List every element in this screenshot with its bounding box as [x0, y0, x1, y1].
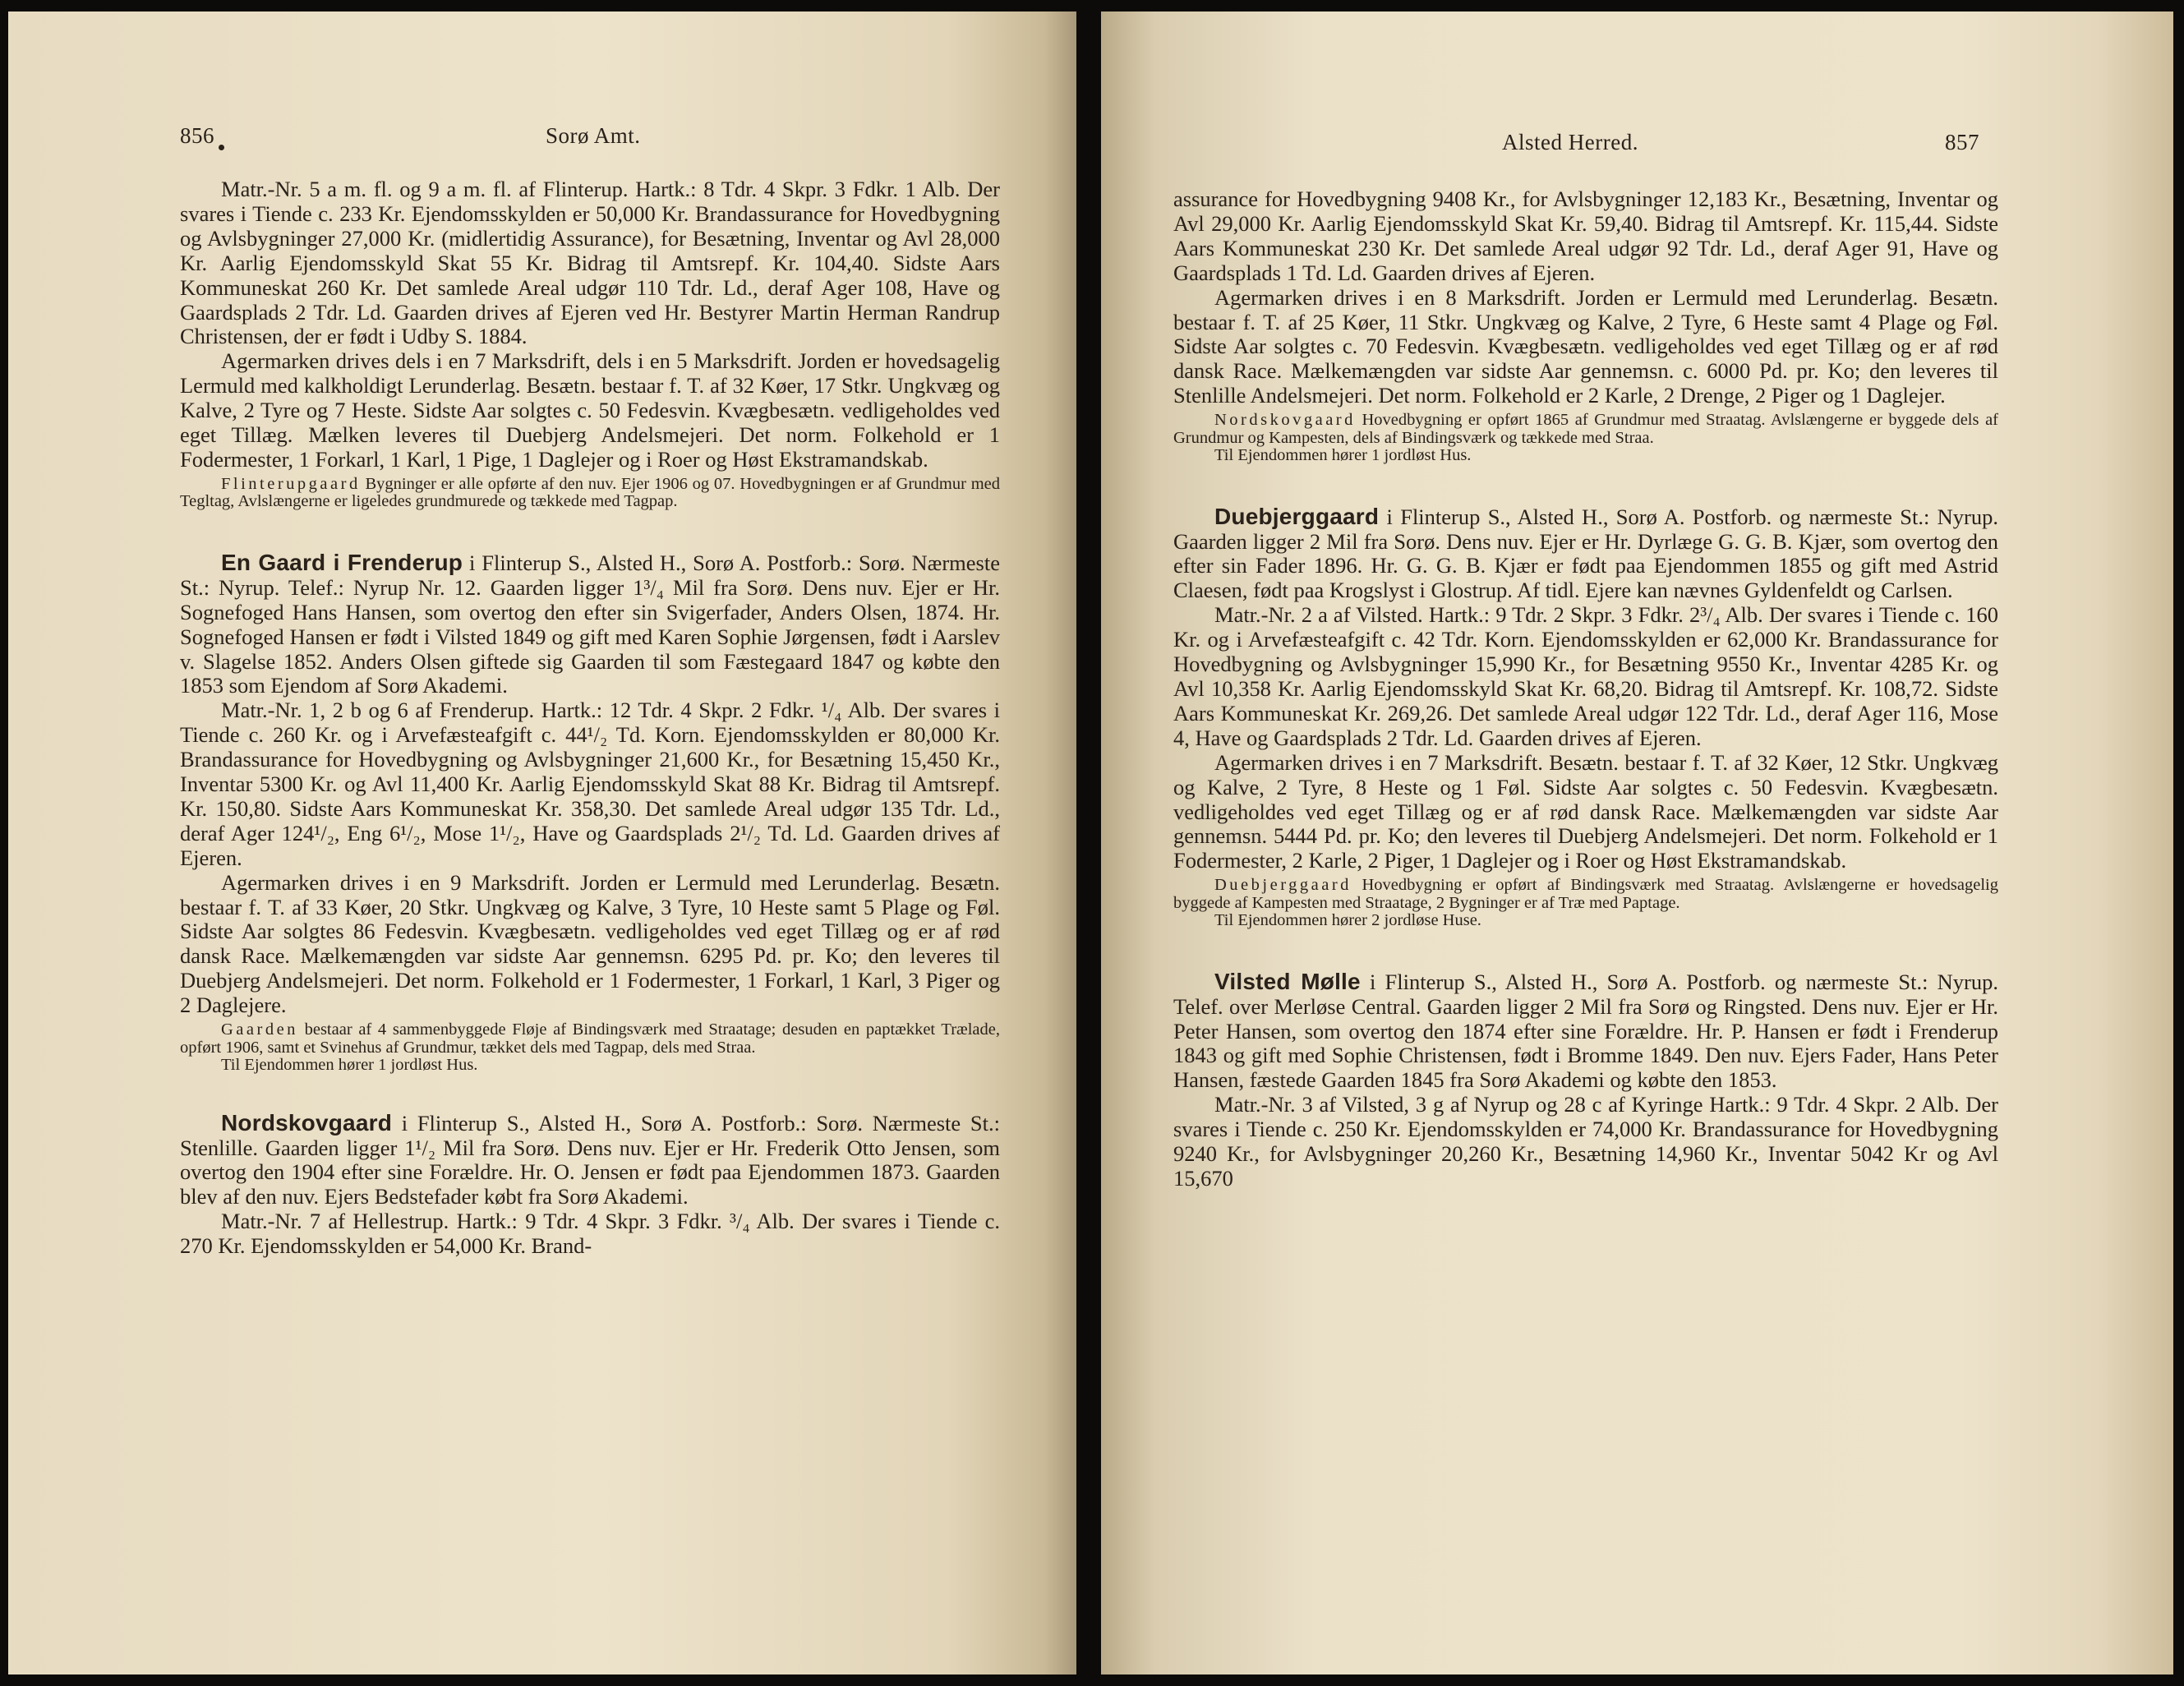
- running-head: Alsted Herred.: [1502, 130, 1638, 154]
- note-text: Hovedbygning er opført 1865 af Grundmur med Straatag. Avlslængerne er byggede dels af Grundmur og Kampesten, dels af Bindingsværk og tækkede med Straa.: [1173, 411, 1998, 447]
- note-text: bestaar af 4 sammenbyggede Fløje af Bindingsværk med Straatage; desuden en paptækket Trælade, opført 1906, samt et Svinehus af Grundmur, tækket dels med Tagpap, dels med Straa.: [180, 1020, 1000, 1057]
- paragraph: Agermarken drives i en 8 Marksdrift. Jorden er Lermuld med Lerunderlag. Besætn. bestaar f. T. af 25 Køer, 11 Stkr. Ungkvæg og Kalve, 2 Tyre, 6 Heste samt 4 Plage og Føl. Sidste Aar solgtes c. 70 Fedesvin. Kvægbesætn. vedligeholdes ved eget Tillæg og er af rød dansk Race. Mælkemængden var sidste Aar gennemsn. c. 6000 Pd. pr. Ko; den leveres til Stenlille Andelsmejeri. Det norm. Folkehold er 2 Karle, 2 Drenge, 2 Piger og 1 Daglejer.: [1173, 284, 1998, 408]
- note: [180, 476, 1000, 511]
- note: [180, 1057, 1000, 1075]
- page-number: 857: [1945, 130, 1979, 154]
- note-text: Bygninger er alle opførte af den nuv. Ejer 1906 og 07. Hovedbygningen er af Grundmur med Tegltag, Avlslængerne er ligeledes grundmurede og tækkede med Tagpap.: [180, 474, 1000, 511]
- entry-intro-text: i Flinterup S., Alsted H., Sorø A. Postforb.: Sorø. Nærmeste St.: Stenlille. Gaarden ligger 1¹/₂ Mil fra Sorø. Dens nuv. Ejer er Hr. Frederik Otto Jensen, som overtog den 1904 efter sine Forældre. Hr. O. Jensen er født paa Ejendommen 1873. Gaarden blev af den nuv. Ejers Bedstefader købt fra Sorø Akademi.: [180, 1110, 1000, 1209]
- paragraph: Matr.-Nr. 7 af Hellestrup. Hartk.: 9 Tdr. 4 Skpr. 3 Fdkr. ³/₄ Alb. Der svares i Tiende c. 270 Kr. Ejendomsskylden er 54,000 Kr. Brand-: [180, 1209, 1000, 1259]
- paragraph: Agermarken drives i en 9 Marksdrift. Jorden er Lermuld med Lerunderlag. Besætn. bestaar f. T. af 33 Køer, 20 Stkr. Ungkvæg og Kalve, 3 Tyre, 10 Heste samt 5 Plage og Føl. Sidste Aar solgtes 86 Fedesvin. Kvægbesætn. vedligeholdes ved eget Tillæg og er af rød dansk Race. Mælkemængden var sidste Aar gennemsn. 6295 Pd. pr. Ko; den leveres til Duebjerg Andelsmejeri. Det norm. Folkehold er 1 Fodermester, 1 Forkarl, 1 Karl, 3 Piger og 2 Daglejere.: [180, 869, 1000, 1018]
- paragraph: Agermarken drives i en 7 Marksdrift. Besætn. bestaar f. T. af 32 Køer, 12 Stkr. Ungkvæg og Kalve, 2 Tyre, 8 Heste og 1 Føl. Sidste Aar solgtes c. 50 Fedesvin. Kvægbesætn. vedligeholdes ved eget Tillæg og er af rød dansk Race. Mælkemængden var sidste Aar gennemsn. 5444 Pd. pr. Ko; den leveres til Duebjerg Andelsmejeri. Det norm. Folkehold er 1 Fodermester, 2 Karle, 2 Piger, 1 Daglejer og i Roer og Høst Ekstramandskab.: [1173, 749, 1998, 873]
- paragraph: Matr.-Nr. 1, 2 b og 6 af Frenderup. Hartk.: 12 Tdr. 4 Skpr. 2 Fdkr. ¹/₄ Alb. Der svares i Tiende c. 260 Kr. og i Arvefæsteafgift c. 44¹/₂ Td. Korn. Ejendomsskylden er 80,000 Kr. Brandassurance for Hovedbygning og Avlsbygninger 21,600 Kr., for Besætning 15,450 Kr., Inventar 5300 Kr. og Avl 11,400 Kr. Aarlig Ejendomsskyld Skat 88 Kr. Bidrag til Amtsrepf. Kr. 150,80. Sidste Aars Kommuneskat Kr. 358,30. Det samlede Areal udgør 135 Tdr. Ld., deraf Ager 124¹/₂, Eng 6¹/₂, Mose 1¹/₂, Have og Gaardsplads 2¹/₂ Td. Ld. Gaarden drives af Ejeren.: [180, 698, 1000, 870]
- note-spaced-name: Duebjerggaard: [1214, 876, 1352, 895]
- note: [1173, 877, 1998, 912]
- note: [1173, 412, 1998, 447]
- text-column: [1173, 187, 1998, 1191]
- page-number: 856: [180, 123, 214, 148]
- note-text: Til Ejendommen hører 1 jordløst Hus.: [221, 1056, 478, 1075]
- entry-intro: [180, 1111, 1000, 1210]
- note-spaced-name: Nordskovgaard: [1214, 411, 1356, 430]
- right-page: [1101, 12, 2173, 1674]
- paragraph: assurance for Hovedbygning 9408 Kr., for Avlsbygninger 12,183 Kr., Besætning, Inventar og Avl 29,000 Kr. Aarlig Ejendomsskyld Skat Kr. 59,40. Bidrag til Amtsrepf. Kr. 115,44. Sidste Aars Kommuneskat 230 Kr. Det samlede Areal udgør 92 Tdr. Ld., deraf Ager 91, Have og Gaardsplads 1 Td. Ld. Gaarden drives af Ejeren.: [1173, 187, 1998, 285]
- entry-intro: [180, 550, 1000, 698]
- entry-heading: Nordskovgaard: [221, 1109, 392, 1136]
- paragraph: Matr.-Nr. 5 a m. fl. og 9 a m. fl. af Flinterup. Hartk.: 8 Tdr. 4 Skpr. 3 Fdkr. 1 Alb. Der svares i Tiende c. 233 Kr. Ejendomsskylden er 50,000 Kr. Brandassurance for Hovedbygning og Avlsbygninger 27,000 Kr. (midlertidig Assurance), for Besætning, Inventar og Avl 28,000 Kr. Aarlig Ejendomsskyld Skat 55 Kr. Bidrag til Amtsrepf. Kr. 104,40. Sidste Aars Kommuneskat 260 Kr. Det samlede Areal udgør 110 Tdr. Ld., deraf Ager 108, Have og Gaardsplads 2 Tdr. Ld. Gaarden drives af Ejeren ved Hr. Bestyrer Martin Herman Randrup Christensen, der er født i Udby S. 1884.: [180, 177, 1000, 349]
- spacer: [180, 1075, 1000, 1111]
- paragraph: Matr.-Nr. 2 a af Vilsted. Hartk.: 9 Tdr. 2 Skpr. 3 Fdkr. 2³/₄ Alb. Der svares i Tiende c. 160 Kr. og i Arvefæsteafgift c. 42 Tdr. Korn. Ejendomsskylden er 62,000 Kr. Brandassurance for Hovedbygning og Avlsbygninger 15,990 Kr., for Besætning 9550 Kr., Inventar 4285 Kr. og Avl 10,358 Kr. Aarlig Ejendomsskyld Skat Kr. 68,20. Bidrag til Amtsrepf. Kr. 108,72. Sidste Aars Kommuneskat Kr. 269,26. Det samlede Areal udgør 122 Tdr. Ld., deraf Ager 116, Mose 4, Have og Gaardsplads 2 Tdr. Ld. Gaarden drives af Ejeren.: [1173, 602, 1998, 750]
- spacer: [1173, 465, 1998, 504]
- paragraph: Matr.-Nr. 3 af Vilsted, 3 g af Nyrup og 28 c af Kyringe Hartk.: 9 Tdr. 4 Skpr. 2 Alb. Der svares i Tiende c. 250 Kr. Ejendomsskylden er 74,000 Kr. Brandassurance for Hovedbygning 9240 Kr., for Avlsbygninger 20,260 Kr., Besætning 14,960 Kr., Inventar 5042 Kr og Avl 15,670: [1173, 1092, 1998, 1191]
- entry-intro-text: i Flinterup S., Alsted H., Sorø A. Postforb.: Sorø. Nærmeste St.: Nyrup. Telef.: Nyrup Nr. 12. Gaarden ligger 1³/₄ Mil fra Sorø. Dens nuv. Ejer er Hr. Sognefoged Hans Hansen, som overtog den efter sin Svigerfader, Anders Olsen, 1874. Hr. Sognefoged Hansen er født i Vilsted 1849 og gift med Karen Sophie Jørgensen, født i Aarslev v. Slagelse 1852. Anders Olsen giftede sig Gaarden til som Fæstegaard 1847 og købte den 1853 som Ejendom af Sorø Akademi.: [180, 550, 1000, 698]
- running-head: Sorø Amt.: [546, 123, 641, 148]
- entry-intro: [1173, 504, 1998, 604]
- note-spaced-name: Gaarden: [221, 1020, 298, 1039]
- paragraph: Agermarken drives dels i en 7 Marksdrift, dels i en 5 Marksdrift. Jorden er hovedsagelig Lermuld med kalkholdigt Lerunderlag. Besætn. bestaar f. T. af 32 Køer, 17 Stkr. Ungkvæg og Kalve, 2 Tyre og 7 Heste. Sidste Aar solgtes c. 50 Fedesvin. Kvægbesætn. vedligeholdes ved eget Tillæg. Mælken leveres til Duebjerg Andelsmejeri. Det norm. Folkehold er 1 Fodermester, 1 Forkarl, 1 Karl, 1 Pige, 1 Daglejer og i Roer og Høst Ekstramandskab.: [180, 348, 1000, 472]
- ink-speck: [219, 145, 224, 150]
- note-text: Til Ejendommen hører 1 jordløst Hus.: [1214, 446, 1472, 465]
- left-page: [8, 12, 1076, 1674]
- entry-intro-text: i Flinterup S., Alsted H., Sorø A. Postforb. og nærmeste St.: Nyrup. Telef. over Merløse Central. Gaarden ligger 2 Mil fra Sorø og Ringsted. Dens nuv. Ejer er Hr. Peter Hansen, som overtog den 1874 efter sine Forældre. Hr. P. Hansen er født i Frenderup 1843 og gift med Sophie Christensen, født i Bromme 1849. Den nuv. Ejers Fader, Hans Peter Hansen, fæstede Gaarden 1845 fra Sorø Akademi og købte den 1853.: [1173, 969, 1998, 1093]
- entry-intro-text: i Flinterup S., Alsted H., Sorø A. Postforb. og nærmeste St.: Nyrup. Gaarden ligger 2 Mil fra Sorø. Dens nuv. Ejer er Hr. Dyrlæge G. G. B. Kjær, som overtog den efter sin Fader 1896. Hr. G. G. B. Kjær er født paa Ejendommen 1855 og gift med Astrid Claesen, født paa Krogslyst i Glostrup. Af tidl. Ejere kan nævnes Gyldenfeldt og Carlsen.: [1173, 504, 1998, 603]
- note-text: Til Ejendommen hører 2 jordløse Huse.: [1214, 911, 1481, 930]
- spacer: [1173, 930, 1998, 970]
- spacer: [180, 511, 1000, 550]
- entry-intro: [1173, 970, 1998, 1094]
- text-column: [180, 177, 1000, 1259]
- entry-heading: Duebjerggaard: [1214, 503, 1380, 529]
- entry-heading: Vilsted Mølle: [1214, 968, 1361, 994]
- note: [1173, 447, 1998, 465]
- note-text: Hovedbygning er opført af Bindingsværk med Straatag. Avlslængerne er hovedsagelig byggede af Kampesten med Straatage, 2 Bygninger er af Træ med Paptage.: [1173, 876, 1998, 912]
- note: [1173, 912, 1998, 930]
- note: [180, 1021, 1000, 1057]
- note-spaced-name: Flinterupgaard: [221, 474, 361, 493]
- entry-heading: En Gaard i Frenderup: [221, 549, 463, 575]
